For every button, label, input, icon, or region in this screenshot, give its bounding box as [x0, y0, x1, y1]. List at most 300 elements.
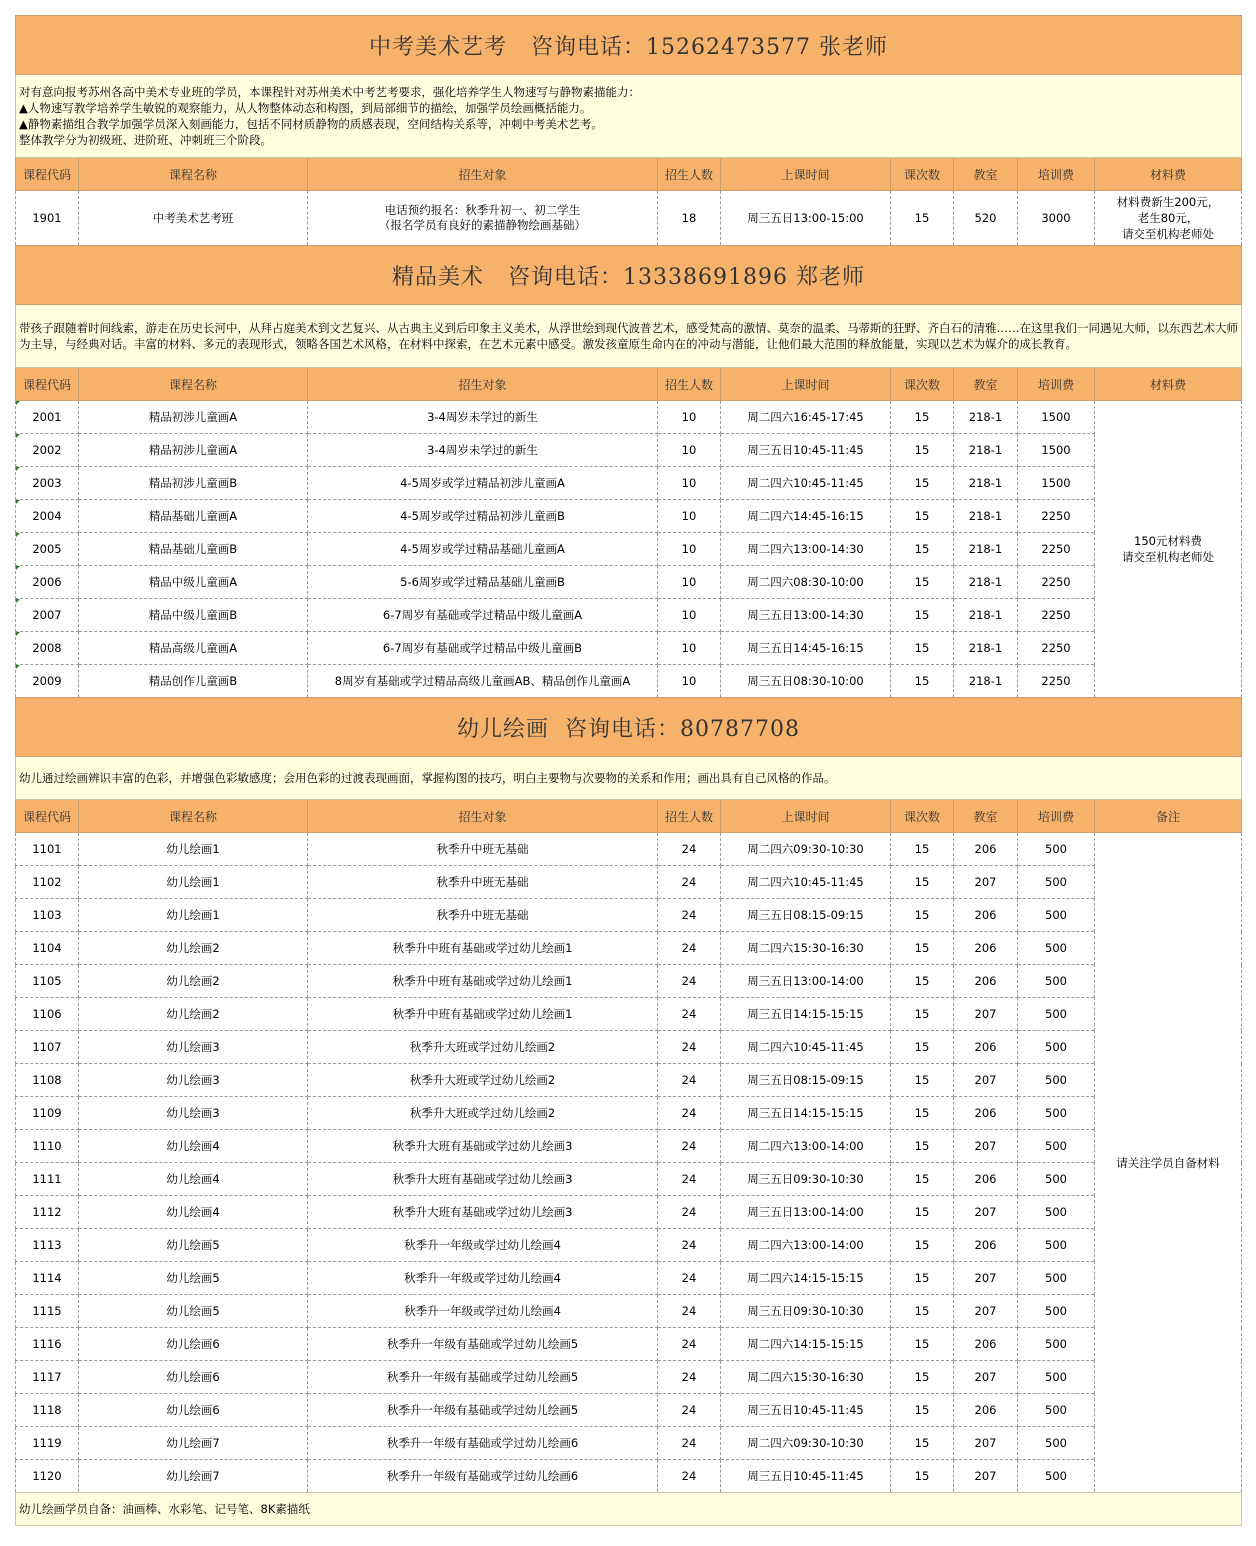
table-row	[16, 533, 1242, 566]
column-header: 招生对象	[308, 158, 658, 191]
column-header: 材料费	[1095, 158, 1242, 191]
course-name: 幼儿绘画1	[79, 866, 308, 899]
class-time: 周二四六16:45-17:45	[721, 401, 891, 434]
enroll-target: 4-5周岁或学过精品基础儿童画A	[308, 533, 658, 566]
enroll-count: 24	[658, 1097, 721, 1130]
class-time: 周二四六13:00-14:00	[721, 1229, 891, 1262]
tuition-fee: 500	[1018, 1196, 1095, 1229]
table-row	[16, 434, 1242, 467]
course-name: 精品基础儿童画A	[79, 500, 308, 533]
session-count: 15	[891, 1295, 954, 1328]
course-table	[15, 15, 1242, 1526]
table-row	[16, 1295, 1242, 1328]
section-title: 幼儿绘画 咨询电话：80787708	[16, 698, 1242, 757]
classroom: 218-1	[954, 533, 1018, 566]
column-header: 上课时间	[721, 368, 891, 401]
class-time: 周三五日13:00-14:30	[721, 599, 891, 632]
class-time: 周三五日09:30-10:30	[721, 1163, 891, 1196]
enroll-count: 24	[658, 1229, 721, 1262]
column-header: 上课时间	[721, 158, 891, 191]
course-name: 精品中级儿童画A	[79, 566, 308, 599]
description-line: ▲静物素描组合教学加强学员深入刻画能力，包括不同材质静物的质感表现，空间结构关系等，冲刺中考美术艺考。	[19, 117, 603, 131]
enroll-count: 18	[658, 191, 721, 246]
session-count: 15	[891, 1163, 954, 1196]
classroom: 207	[954, 866, 1018, 899]
tuition-fee: 500	[1018, 1262, 1095, 1295]
enroll-target: 秋季升一年级有基础或学过幼儿绘画5	[308, 1328, 658, 1361]
course-code: 1104	[16, 932, 79, 965]
course-code: 1110	[16, 1130, 79, 1163]
section-title: 中考美术艺考 咨询电话：15262473577 张老师	[16, 16, 1242, 75]
column-header: 课程名称	[79, 368, 308, 401]
tuition-fee: 500	[1018, 965, 1095, 998]
enroll-count: 24	[658, 1196, 721, 1229]
course-code: 1118	[16, 1394, 79, 1427]
description-line: 对有意向报考苏州各高中美术专业班的学员，本课程针对苏州美术中考艺考要求，强化培养学生人物速写与静物素描能力：	[19, 85, 640, 99]
enroll-count: 24	[658, 1262, 721, 1295]
class-time: 周三五日14:45-16:15	[721, 632, 891, 665]
tuition-fee: 2250	[1018, 533, 1095, 566]
section-description	[16, 305, 1242, 368]
class-time: 周三五日13:00-15:00	[721, 191, 891, 246]
session-count: 15	[891, 1460, 954, 1493]
enroll-target: 8周岁有基础或学过精品高级儿童画AB、精品创作儿童画A	[308, 665, 658, 698]
column-header: 招生人数	[658, 368, 721, 401]
enroll-count: 24	[658, 899, 721, 932]
enroll-count: 24	[658, 1394, 721, 1427]
classroom: 206	[954, 1328, 1018, 1361]
column-header: 课次数	[891, 368, 954, 401]
session-count: 15	[891, 1130, 954, 1163]
material-note: 材料费新生200元， 老生80元， 请交至机构老师处	[1095, 191, 1242, 246]
tuition-fee: 500	[1018, 1427, 1095, 1460]
class-time: 周二四六09:30-10:30	[721, 1427, 891, 1460]
table-row	[16, 500, 1242, 533]
course-name: 精品基础儿童画B	[79, 533, 308, 566]
enroll-count: 24	[658, 1427, 721, 1460]
section-title-row	[16, 698, 1242, 757]
class-time: 周二四六14:15-15:15	[721, 1328, 891, 1361]
tuition-fee: 500	[1018, 1031, 1095, 1064]
enroll-count: 24	[658, 1130, 721, 1163]
class-time: 周三五日10:45-11:45	[721, 1460, 891, 1493]
tuition-fee: 1500	[1018, 401, 1095, 434]
tuition-fee: 500	[1018, 1064, 1095, 1097]
course-code: 1105	[16, 965, 79, 998]
table-row	[16, 599, 1242, 632]
session-count: 15	[891, 866, 954, 899]
classroom: 206	[954, 1163, 1018, 1196]
enroll-count: 24	[658, 1295, 721, 1328]
column-header: 培训费	[1018, 368, 1095, 401]
classroom: 206	[954, 965, 1018, 998]
material-note: 请关注学员自备材料	[1095, 833, 1242, 1493]
table-row	[16, 1361, 1242, 1394]
classroom: 207	[954, 1361, 1018, 1394]
table-row	[16, 632, 1242, 665]
column-header: 课程代码	[16, 368, 79, 401]
material-note: 150元材料费 请交至机构老师处	[1095, 401, 1242, 698]
enroll-target: 秋季升大班或学过幼儿绘画2	[308, 1031, 658, 1064]
course-code: 2007	[16, 599, 79, 632]
session-count: 15	[891, 533, 954, 566]
enroll-target: 秋季升中班无基础	[308, 833, 658, 866]
tuition-fee: 500	[1018, 1163, 1095, 1196]
course-name: 幼儿绘画3	[79, 1064, 308, 1097]
course-code: 1102	[16, 866, 79, 899]
session-count: 15	[891, 965, 954, 998]
enroll-count: 10	[658, 401, 721, 434]
course-name: 幼儿绘画6	[79, 1361, 308, 1394]
classroom: 218-1	[954, 467, 1018, 500]
tuition-fee: 2250	[1018, 665, 1095, 698]
section-description	[16, 757, 1242, 800]
enroll-count: 24	[658, 1064, 721, 1097]
tuition-fee: 500	[1018, 1229, 1095, 1262]
session-count: 15	[891, 632, 954, 665]
column-header: 课次数	[891, 800, 954, 833]
section-description	[16, 75, 1242, 158]
course-name: 幼儿绘画4	[79, 1130, 308, 1163]
column-header: 课程名称	[79, 800, 308, 833]
class-time: 周三五日08:15-09:15	[721, 899, 891, 932]
table-row	[16, 965, 1242, 998]
class-time: 周二四六14:45-16:15	[721, 500, 891, 533]
enroll-target: 电话预约报名：秋季升初一、初二学生 （报名学员有良好的素描静物绘画基础）	[308, 191, 658, 246]
enroll-target: 秋季升中班有基础或学过幼儿绘画1	[308, 998, 658, 1031]
course-code: 2004	[16, 500, 79, 533]
class-time: 周二四六15:30-16:30	[721, 1361, 891, 1394]
column-header: 课程代码	[16, 158, 79, 191]
session-count: 15	[891, 599, 954, 632]
column-header: 备注	[1095, 800, 1242, 833]
course-code: 1119	[16, 1427, 79, 1460]
enroll-target: 秋季升大班有基础或学过幼儿绘画3	[308, 1163, 658, 1196]
course-code: 1111	[16, 1163, 79, 1196]
enroll-target: 秋季升中班无基础	[308, 866, 658, 899]
class-time: 周三五日10:45-11:45	[721, 434, 891, 467]
session-count: 15	[891, 434, 954, 467]
table-row	[16, 191, 1242, 246]
course-code: 2003	[16, 467, 79, 500]
enroll-target: 6-7周岁有基础或学过精品中级儿童画B	[308, 632, 658, 665]
table-row	[16, 866, 1242, 899]
enroll-target: 5-6周岁或学过精品基础儿童画B	[308, 566, 658, 599]
enroll-count: 24	[658, 1460, 721, 1493]
course-name: 幼儿绘画3	[79, 1097, 308, 1130]
session-count: 15	[891, 1262, 954, 1295]
table-row	[16, 899, 1242, 932]
enroll-target: 秋季升一年级或学过幼儿绘画4	[308, 1262, 658, 1295]
tuition-fee: 500	[1018, 833, 1095, 866]
class-time: 周三五日08:30-10:00	[721, 665, 891, 698]
description-line: 幼儿通过绘画辨识丰富的色彩，并增强色彩敏感度；会用色彩的过渡表现画面，掌握构图的技巧，明白主要物与次要物的关系和作用；画出具有自己风格的作品。	[19, 771, 836, 785]
column-header: 招生对象	[308, 800, 658, 833]
table-row	[16, 566, 1242, 599]
enroll-count: 24	[658, 965, 721, 998]
session-count: 15	[891, 1328, 954, 1361]
classroom: 218-1	[954, 632, 1018, 665]
table-row	[16, 1262, 1242, 1295]
enroll-count: 10	[658, 467, 721, 500]
enroll-target: 秋季升一年级有基础或学过幼儿绘画6	[308, 1460, 658, 1493]
classroom: 520	[954, 191, 1018, 246]
section-description-row	[16, 75, 1242, 158]
tuition-fee: 500	[1018, 899, 1095, 932]
enroll-target: 6-7周岁有基础或学过精品中级儿童画A	[308, 599, 658, 632]
course-name: 精品初涉儿童画A	[79, 434, 308, 467]
table-row	[16, 932, 1242, 965]
course-code: 1103	[16, 899, 79, 932]
course-code: 1120	[16, 1460, 79, 1493]
description-line: 带孩子跟随着时间线索，游走在历史长河中，从拜占庭美术到文艺复兴、从古典主义到后印象主义美术，从浮世绘到现代波普艺术，感受梵高的激情、莫奈的温柔、马蒂斯的狂野、齐白石的清雅……在这里我们一同遇见大师，以东西艺术大师为主导，与经典对话。丰富的材料、多元的表现形式，领略各国艺术风格，在材料中探索，在艺术元素中感受。激发孩童原生命内在的冲动与潜能，让他们最大范围的释放能量，实现以艺术为媒介的成长教育。	[19, 321, 1238, 351]
tuition-fee: 500	[1018, 1130, 1095, 1163]
session-count: 15	[891, 1097, 954, 1130]
class-time: 周三五日09:30-10:30	[721, 1295, 891, 1328]
classroom: 206	[954, 1031, 1018, 1064]
enroll-count: 24	[658, 866, 721, 899]
tuition-fee: 2250	[1018, 599, 1095, 632]
table-row	[16, 1097, 1242, 1130]
course-code: 2008	[16, 632, 79, 665]
classroom: 206	[954, 1394, 1018, 1427]
enroll-count: 24	[658, 833, 721, 866]
classroom: 206	[954, 1229, 1018, 1262]
session-count: 15	[891, 1064, 954, 1097]
description-line: 整体教学分为初级班、进阶班、冲刺班三个阶段。	[19, 133, 272, 147]
course-code: 2006	[16, 566, 79, 599]
session-count: 15	[891, 932, 954, 965]
session-count: 15	[891, 566, 954, 599]
column-header: 课程代码	[16, 800, 79, 833]
classroom: 206	[954, 932, 1018, 965]
course-name: 幼儿绘画2	[79, 998, 308, 1031]
course-name: 幼儿绘画3	[79, 1031, 308, 1064]
table-row	[16, 467, 1242, 500]
classroom: 207	[954, 1130, 1018, 1163]
enroll-count: 24	[658, 1328, 721, 1361]
table-row	[16, 665, 1242, 698]
course-name: 中考美术艺考班	[79, 191, 308, 246]
table-header-row	[16, 158, 1242, 191]
enroll-target: 秋季升中班有基础或学过幼儿绘画1	[308, 965, 658, 998]
tuition-fee: 500	[1018, 866, 1095, 899]
course-code: 1901	[16, 191, 79, 246]
tuition-fee: 1500	[1018, 467, 1095, 500]
enroll-target: 秋季升一年级有基础或学过幼儿绘画6	[308, 1427, 658, 1460]
session-count: 15	[891, 998, 954, 1031]
table-row	[16, 1196, 1242, 1229]
course-code: 1107	[16, 1031, 79, 1064]
table-row	[16, 1394, 1242, 1427]
class-time: 周三五日13:00-14:00	[721, 965, 891, 998]
course-schedule	[15, 15, 1241, 1526]
column-header: 招生对象	[308, 368, 658, 401]
session-count: 15	[891, 467, 954, 500]
column-header: 教室	[954, 158, 1018, 191]
session-count: 15	[891, 899, 954, 932]
enroll-count: 24	[658, 998, 721, 1031]
enroll-target: 4-5周岁或学过精品初涉儿童画A	[308, 467, 658, 500]
class-time: 周二四六15:30-16:30	[721, 932, 891, 965]
enroll-count: 10	[658, 566, 721, 599]
session-count: 15	[891, 401, 954, 434]
class-time: 周三五日14:15-15:15	[721, 998, 891, 1031]
classroom: 206	[954, 899, 1018, 932]
column-header: 材料费	[1095, 368, 1242, 401]
footer-row	[16, 1493, 1242, 1526]
tuition-fee: 2250	[1018, 566, 1095, 599]
column-header: 课程名称	[79, 158, 308, 191]
class-time: 周二四六08:30-10:00	[721, 566, 891, 599]
course-code: 1106	[16, 998, 79, 1031]
tuition-fee: 500	[1018, 1394, 1095, 1427]
course-name: 幼儿绘画2	[79, 965, 308, 998]
enroll-target: 3-4周岁未学过的新生	[308, 401, 658, 434]
enroll-count: 10	[658, 500, 721, 533]
course-code: 2002	[16, 434, 79, 467]
enroll-target: 4-5周岁或学过精品初涉儿童画B	[308, 500, 658, 533]
classroom: 207	[954, 1460, 1018, 1493]
enroll-target: 秋季升大班或学过幼儿绘画2	[308, 1097, 658, 1130]
tuition-fee: 2250	[1018, 500, 1095, 533]
classroom: 206	[954, 833, 1018, 866]
session-count: 15	[891, 1394, 954, 1427]
course-code: 1114	[16, 1262, 79, 1295]
table-row	[16, 1130, 1242, 1163]
column-header: 课次数	[891, 158, 954, 191]
tuition-fee: 500	[1018, 1361, 1095, 1394]
classroom: 218-1	[954, 401, 1018, 434]
course-name: 幼儿绘画7	[79, 1427, 308, 1460]
course-name: 精品中级儿童画B	[79, 599, 308, 632]
section-title: 精品美术 咨询电话：13338691896 郑老师	[16, 246, 1242, 305]
classroom: 218-1	[954, 665, 1018, 698]
description-line: ▲人物速写教学培养学生敏锐的观察能力，从人物整体动态和构图，到局部细节的描绘，加强学员绘画概括能力。	[19, 101, 592, 115]
course-name: 幼儿绘画5	[79, 1295, 308, 1328]
course-name: 幼儿绘画6	[79, 1328, 308, 1361]
enroll-count: 24	[658, 932, 721, 965]
enroll-target: 3-4周岁未学过的新生	[308, 434, 658, 467]
course-name: 精品初涉儿童画A	[79, 401, 308, 434]
enroll-count: 24	[658, 1361, 721, 1394]
enroll-count: 10	[658, 434, 721, 467]
course-name: 精品高级儿童画A	[79, 632, 308, 665]
course-name: 精品初涉儿童画B	[79, 467, 308, 500]
course-code: 2005	[16, 533, 79, 566]
tuition-fee: 500	[1018, 1097, 1095, 1130]
enroll-target: 秋季升一年级或学过幼儿绘画4	[308, 1229, 658, 1262]
course-code: 2009	[16, 665, 79, 698]
session-count: 15	[891, 665, 954, 698]
classroom: 207	[954, 998, 1018, 1031]
enroll-count: 10	[658, 632, 721, 665]
class-time: 周三五日14:15-15:15	[721, 1097, 891, 1130]
enroll-count: 10	[658, 533, 721, 566]
course-code: 1109	[16, 1097, 79, 1130]
session-count: 15	[891, 1196, 954, 1229]
classroom: 207	[954, 1295, 1018, 1328]
tuition-fee: 500	[1018, 1328, 1095, 1361]
course-name: 幼儿绘画7	[79, 1460, 308, 1493]
classroom: 207	[954, 1427, 1018, 1460]
classroom: 218-1	[954, 500, 1018, 533]
class-time: 周二四六09:30-10:30	[721, 833, 891, 866]
table-row	[16, 1427, 1242, 1460]
course-code: 1117	[16, 1361, 79, 1394]
tuition-fee: 2250	[1018, 632, 1095, 665]
table-row	[16, 1031, 1242, 1064]
table-row	[16, 1163, 1242, 1196]
course-name: 幼儿绘画2	[79, 932, 308, 965]
classroom: 218-1	[954, 599, 1018, 632]
tuition-fee: 500	[1018, 1460, 1095, 1493]
session-count: 15	[891, 833, 954, 866]
tuition-fee: 500	[1018, 1295, 1095, 1328]
section-description-row	[16, 757, 1242, 800]
enroll-target: 秋季升一年级有基础或学过幼儿绘画5	[308, 1361, 658, 1394]
tuition-fee: 500	[1018, 998, 1095, 1031]
course-name: 幼儿绘画4	[79, 1163, 308, 1196]
session-count: 15	[891, 1031, 954, 1064]
course-code: 1112	[16, 1196, 79, 1229]
classroom: 218-1	[954, 566, 1018, 599]
table-row	[16, 1064, 1242, 1097]
enroll-target: 秋季升大班或学过幼儿绘画2	[308, 1064, 658, 1097]
table-row	[16, 833, 1242, 866]
column-header: 教室	[954, 800, 1018, 833]
course-code: 1116	[16, 1328, 79, 1361]
enroll-count: 10	[658, 665, 721, 698]
tuition-fee: 3000	[1018, 191, 1095, 246]
course-name: 幼儿绘画5	[79, 1229, 308, 1262]
table-header-row	[16, 368, 1242, 401]
tuition-fee: 1500	[1018, 434, 1095, 467]
table-row	[16, 1328, 1242, 1361]
enroll-target: 秋季升中班有基础或学过幼儿绘画1	[308, 932, 658, 965]
section-description-row	[16, 305, 1242, 368]
session-count: 15	[891, 1427, 954, 1460]
table-row	[16, 401, 1242, 434]
section-title-row	[16, 16, 1242, 75]
class-time: 周二四六13:00-14:30	[721, 533, 891, 566]
course-code: 1115	[16, 1295, 79, 1328]
session-count: 15	[891, 500, 954, 533]
enroll-target: 秋季升大班有基础或学过幼儿绘画3	[308, 1196, 658, 1229]
course-code: 1113	[16, 1229, 79, 1262]
enroll-target: 秋季升一年级或学过幼儿绘画4	[308, 1295, 658, 1328]
course-code: 1108	[16, 1064, 79, 1097]
column-header: 上课时间	[721, 800, 891, 833]
footer-note: 幼儿绘画学员自备：油画棒、水彩笔、记号笔、8K素描纸	[16, 1493, 1242, 1526]
table-row	[16, 1460, 1242, 1493]
class-time: 周三五日08:15-09:15	[721, 1064, 891, 1097]
column-header: 招生人数	[658, 800, 721, 833]
section-title-row	[16, 246, 1242, 305]
course-name: 幼儿绘画1	[79, 899, 308, 932]
tuition-fee: 500	[1018, 932, 1095, 965]
classroom: 207	[954, 1064, 1018, 1097]
course-name: 精品创作儿童画B	[79, 665, 308, 698]
course-code: 1101	[16, 833, 79, 866]
class-time: 周二四六13:00-14:00	[721, 1130, 891, 1163]
course-name: 幼儿绘画4	[79, 1196, 308, 1229]
enroll-count: 24	[658, 1031, 721, 1064]
table-row	[16, 1229, 1242, 1262]
column-header: 培训费	[1018, 800, 1095, 833]
enroll-target: 秋季升中班无基础	[308, 899, 658, 932]
column-header: 教室	[954, 368, 1018, 401]
